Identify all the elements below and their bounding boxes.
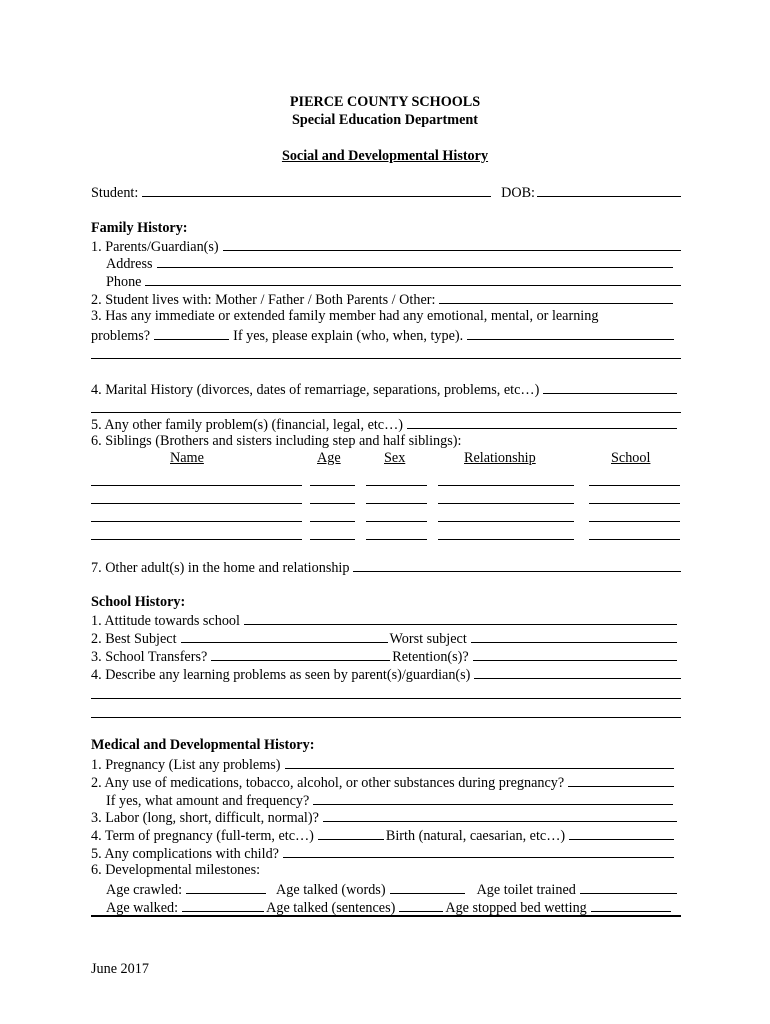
substances-field[interactable] <box>568 773 674 787</box>
complications-row <box>91 844 674 861</box>
best-subject-label: 2. Best Subject <box>91 631 177 647</box>
term-row <box>91 826 674 843</box>
footer-date: June 2017 <box>91 961 149 977</box>
bed-wetting-field[interactable] <box>591 898 671 912</box>
attitude-field[interactable] <box>244 611 677 625</box>
student-label: Student: <box>91 185 139 201</box>
retentions-field[interactable] <box>473 647 677 661</box>
phone-label: Phone <box>106 274 142 290</box>
problems-yes-no-field[interactable] <box>154 326 229 340</box>
student-row <box>91 183 681 200</box>
parents-row <box>91 237 681 254</box>
sibling-school-field[interactable] <box>589 485 680 486</box>
walked-label: Age walked: <box>106 900 179 916</box>
sibling-relationship-field[interactable] <box>438 503 574 504</box>
sibling-relationship-field[interactable] <box>438 521 574 522</box>
amount-field[interactable] <box>313 791 673 805</box>
problems-label: problems? <box>91 328 151 344</box>
other-problems-row <box>91 415 677 432</box>
talked-words-label: Age talked (words) <box>276 882 386 898</box>
sibling-age-field[interactable] <box>310 503 355 504</box>
sibling-age-field[interactable] <box>310 485 355 486</box>
crawled-field[interactable] <box>186 880 266 894</box>
org-name: PIERCE COUNTY SCHOOLS <box>289 94 481 110</box>
talked-sentences-field[interactable] <box>399 898 443 912</box>
sibling-age-field[interactable] <box>310 539 355 540</box>
sibling-school-field[interactable] <box>589 521 680 522</box>
sibling-sex-field[interactable] <box>366 503 427 504</box>
learning-problems-line-2[interactable] <box>91 698 681 699</box>
col-relationship: Relationship <box>464 450 536 466</box>
lives-with-field[interactable] <box>439 290 673 304</box>
sibling-school-field[interactable] <box>589 503 680 504</box>
labor-label: 3. Labor (long, short, difficult, normal)? <box>91 810 319 826</box>
sibling-name-field[interactable] <box>91 539 302 540</box>
milestones-label: 6. Developmental milestones: <box>91 862 261 878</box>
address-field[interactable] <box>157 254 674 268</box>
transfers-label: 3. School Transfers? <box>91 649 208 665</box>
section-divider <box>91 915 681 917</box>
pregnancy-field[interactable] <box>285 755 674 769</box>
sibling-school-field[interactable] <box>589 539 680 540</box>
amount-row <box>106 791 673 808</box>
col-school: School <box>611 450 651 466</box>
explain-label: If yes, please explain (who, when, type). <box>233 328 464 344</box>
other-adults-field[interactable] <box>353 558 681 572</box>
address-label: Address <box>106 256 153 272</box>
learning-problems-field[interactable] <box>474 665 681 679</box>
school-history-heading: School History: <box>91 594 186 610</box>
complications-label: 5. Any complications with child? <box>91 846 279 862</box>
marital-extra-line[interactable] <box>91 412 681 413</box>
retentions-label: Retention(s)? <box>392 649 469 665</box>
transfers-field[interactable] <box>211 647 390 661</box>
col-name: Name <box>170 450 204 466</box>
pregnancy-label: 1. Pregnancy (List any problems) <box>91 757 281 773</box>
sibling-relationship-field[interactable] <box>438 485 574 486</box>
toilet-trained-field[interactable] <box>580 880 677 894</box>
siblings-label: 6. Siblings (Brothers and sisters including step and half siblings): <box>91 433 462 449</box>
marital-row <box>91 380 677 397</box>
substances-label: 2. Any use of medications, tobacco, alcohol, or other substances during pregnancy? <box>91 775 565 791</box>
learning-problems-label: 4. Describe any learning problems as seen by parent(s)/guardian(s) <box>91 667 471 683</box>
attitude-label: 1. Attitude towards school <box>91 613 240 629</box>
learning-problems-line-3[interactable] <box>91 717 681 718</box>
best-subject-field[interactable] <box>181 629 388 643</box>
marital-field[interactable] <box>543 380 677 394</box>
pregnancy-row <box>91 755 674 772</box>
phone-field[interactable] <box>145 272 681 286</box>
explain-field[interactable] <box>467 326 674 340</box>
other-adults-label: 7. Other adult(s) in the home and relationship <box>91 560 350 576</box>
birth-field[interactable] <box>569 826 674 840</box>
other-adults-row <box>91 558 681 575</box>
amount-label: If yes, what amount and frequency? <box>106 793 310 809</box>
sibling-name-field[interactable] <box>91 521 302 522</box>
family-history-heading: Family History: <box>91 220 188 236</box>
complications-field[interactable] <box>283 844 674 858</box>
sibling-name-field[interactable] <box>91 503 302 504</box>
col-age: Age <box>317 450 341 466</box>
worst-subject-label: Worst subject <box>389 631 467 647</box>
talked-words-field[interactable] <box>390 880 465 894</box>
sibling-age-field[interactable] <box>310 521 355 522</box>
parents-field[interactable] <box>223 237 681 251</box>
department-name: Special Education Department <box>291 112 478 128</box>
sibling-relationship-field[interactable] <box>438 539 574 540</box>
family-mental-question: 3. Has any immediate or extended family member had any emotional, mental, or learning <box>91 308 599 324</box>
walked-field[interactable] <box>182 898 264 912</box>
milestones-row-2 <box>106 898 671 915</box>
term-label: 4. Term of pregnancy (full-term, etc…) <box>91 828 314 844</box>
sibling-name-field[interactable] <box>91 485 302 486</box>
sibling-sex-field[interactable] <box>366 485 427 486</box>
form-title: Social and Developmental History <box>281 148 489 164</box>
crawled-label: Age crawled: <box>106 882 183 898</box>
worst-subject-field[interactable] <box>471 629 677 643</box>
family-mental-row <box>91 326 674 343</box>
col-sex: Sex <box>384 450 406 466</box>
transfers-row <box>91 647 677 664</box>
bed-wetting-label: Age stopped bed wetting <box>445 900 587 916</box>
substances-row <box>91 773 674 790</box>
marital-label: 4. Marital History (divorces, dates of remarriage, separations, problems, etc…) <box>91 382 540 398</box>
attitude-row <box>91 611 677 628</box>
other-problems-field[interactable] <box>407 415 677 429</box>
parents-label: 1. Parents/Guardian(s) <box>91 239 219 255</box>
explain-extra-line[interactable] <box>91 358 681 359</box>
talked-sentences-label: Age talked (sentences) <box>266 900 396 916</box>
lives-with-row <box>91 290 673 307</box>
term-field[interactable] <box>318 826 384 840</box>
address-row <box>106 254 673 271</box>
labor-row <box>91 808 677 825</box>
medical-history-heading: Medical and Developmental History: <box>91 737 315 753</box>
lives-with-label: 2. Student lives with: Mother / Father / Both Parents / Other: <box>91 292 436 308</box>
dob-label: DOB: <box>501 185 535 201</box>
labor-field[interactable] <box>323 808 677 822</box>
sibling-sex-field[interactable] <box>366 539 427 540</box>
milestones-row-1 <box>106 880 677 897</box>
subjects-row <box>91 629 677 646</box>
sibling-sex-field[interactable] <box>366 521 427 522</box>
form-title-wrap <box>0 148 770 165</box>
student-field[interactable] <box>142 183 491 197</box>
dob-field[interactable] <box>537 183 681 197</box>
learning-problems-row <box>91 665 681 682</box>
toilet-trained-label: Age toilet trained <box>476 882 576 898</box>
birth-label: Birth (natural, caesarian, etc…) <box>385 828 566 844</box>
phone-row <box>106 272 681 289</box>
other-problems-label: 5. Any other family problem(s) (financial, legal, etc…) <box>91 417 404 433</box>
